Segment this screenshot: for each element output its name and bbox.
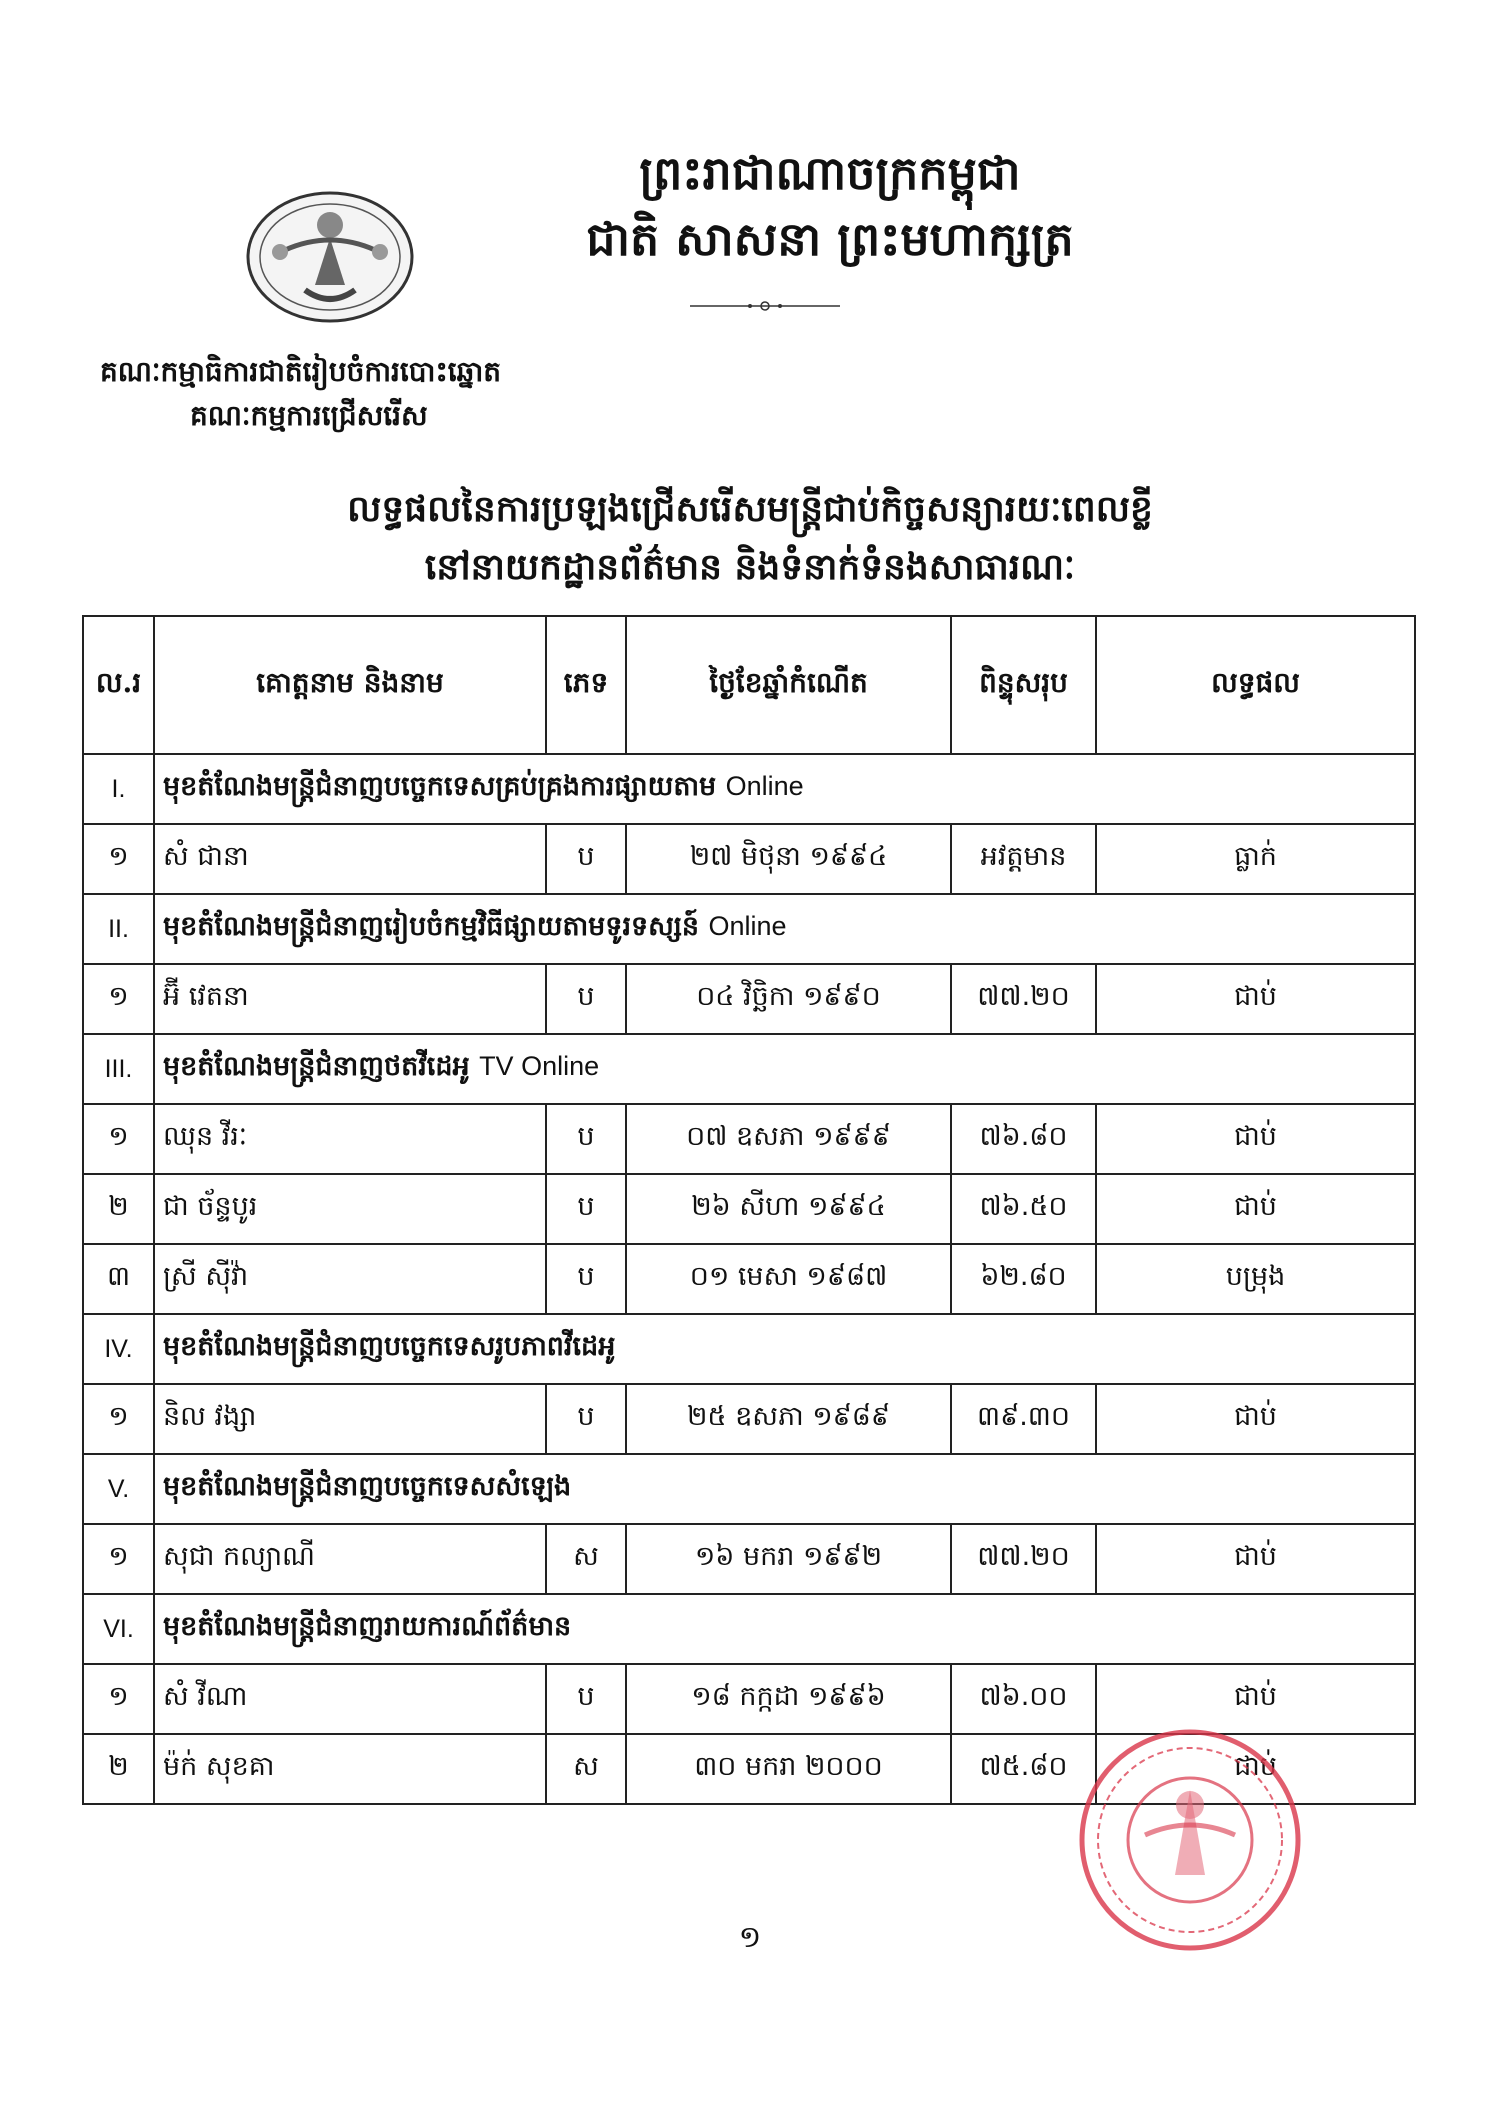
cell-result: ជាប់ <box>1096 1104 1415 1174</box>
cell-score: ៧៧.២០ <box>951 964 1096 1034</box>
cell-sex: ប <box>546 1384 626 1454</box>
cell-dob: ២៦ សីហា ១៩៩៤ <box>626 1174 951 1244</box>
table-row <box>83 964 1415 1034</box>
cell-no: ៣ <box>83 1244 154 1314</box>
section-title <box>154 1034 1415 1104</box>
cell-sex: ស <box>546 1524 626 1594</box>
cell-no: ១ <box>83 1104 154 1174</box>
cell-dob: ១៦ មករា ១៩៩២ <box>626 1524 951 1594</box>
cell-name: សំ ជានា <box>154 824 546 894</box>
cell-sex: ប <box>546 1244 626 1314</box>
section-row <box>83 1454 1415 1524</box>
page-number: ១ <box>738 1920 762 1955</box>
cell-no: ១ <box>83 1524 154 1594</box>
cell-dob: ០១ មេសា ១៩៨៧ <box>626 1244 951 1314</box>
cell-score: ៧៦.០០ <box>951 1664 1096 1734</box>
header-result: លទ្ធផល <box>1096 616 1415 754</box>
cell-dob: ២៧ មិថុនា ១៩៩៤ <box>626 824 951 894</box>
cell-dob: ៣០ មករា ២០០០ <box>626 1734 951 1804</box>
cell-score: ៣៩.៣០ <box>951 1384 1096 1454</box>
results-table <box>82 615 1416 1805</box>
cell-dob: ២៥ ឧសភា ១៩៨៩ <box>626 1384 951 1454</box>
cell-result: ជាប់ <box>1096 964 1415 1034</box>
header-score: ពិន្ទុសរុប <box>951 616 1096 754</box>
section-row <box>83 1314 1415 1384</box>
table-header-row <box>83 616 1415 754</box>
kingdom-line1: ព្រះរាជាណាចក្រកម្ពុជា <box>639 146 1021 200</box>
section-title-latin: Online <box>725 770 804 801</box>
cell-result: ជាប់ <box>1096 1174 1415 1244</box>
table-row <box>83 824 1415 894</box>
table-row <box>83 1384 1415 1454</box>
cell-score: ៧៦.៥០ <box>951 1174 1096 1244</box>
section-number: III. <box>83 1034 154 1104</box>
cell-name: អ៊ី វេតនា <box>154 964 546 1034</box>
cell-score: ៧៥.៨០ <box>951 1734 1096 1804</box>
cell-score: ៦២.៨០ <box>951 1244 1096 1314</box>
table-row <box>83 1244 1415 1314</box>
cell-result: ធ្លាក់ <box>1096 824 1415 894</box>
kingdom-header <box>380 140 1280 272</box>
table-row <box>83 1174 1415 1244</box>
cell-score: អវត្តមាន <box>951 824 1096 894</box>
section-title <box>154 1454 1415 1524</box>
section-title-text: មុខតំណែងមន្ត្រីជំនាញរៀបចំកម្មវិធីផ្សាយតាមទូរទស្សន៍ <box>163 910 700 942</box>
committee-line2: គណៈកម្មការជ្រើសរើស <box>190 399 428 432</box>
cell-name: ម៉ក់ សុខគា <box>154 1734 546 1804</box>
cell-dob: ១៨ កក្កដា ១៩៩៦ <box>626 1664 951 1734</box>
cell-sex: ប <box>546 1104 626 1174</box>
section-title <box>154 1594 1415 1664</box>
section-title-latin: Online <box>708 910 787 941</box>
cell-sex: ស <box>546 1734 626 1804</box>
cell-no: ១ <box>83 1384 154 1454</box>
cell-name: សុជា កល្យាណី <box>154 1524 546 1594</box>
cell-result: ជាប់ <box>1096 1524 1415 1594</box>
cell-name: ស្រី ស៊ីវ៉ា <box>154 1244 546 1314</box>
cell-sex: ប <box>546 824 626 894</box>
kingdom-line2: ជាតិ សាសនា ព្រះមហាក្សត្រ <box>586 212 1074 266</box>
table-row <box>83 1664 1415 1734</box>
cell-dob: ០៧ ឧសភា ១៩៩៩ <box>626 1104 951 1174</box>
cell-no: ១ <box>83 1664 154 1734</box>
cell-sex: ប <box>546 1174 626 1244</box>
cell-sex: ប <box>546 964 626 1034</box>
document-title <box>250 480 1250 596</box>
cell-name: ឈុន វីរៈ <box>154 1104 546 1174</box>
cell-score: ៧៧.២០ <box>951 1524 1096 1594</box>
cell-no: ១ <box>83 824 154 894</box>
header-sex: ភេទ <box>546 616 626 754</box>
cell-no: ១ <box>83 964 154 1034</box>
section-title-text: មុខតំណែងមន្ត្រីជំនាញថតវីដេអូ <box>163 1050 470 1082</box>
section-row <box>83 1594 1415 1664</box>
section-title-text: មុខតំណែងមន្ត្រីជំនាញរាយការណ៍ព័ត៌មាន <box>163 1610 572 1642</box>
section-title-text: មុខតំណែងមន្ត្រីជំនាញបច្ចេកទេសគ្រប់គ្រងការផ្សាយតាម <box>163 770 717 802</box>
title-line1: លទ្ធផលនៃការប្រឡងជ្រើសរើសមន្ត្រីជាប់កិច្ចសន្យារយៈពេលខ្លី <box>347 488 1153 530</box>
header-no: ល.រ <box>83 616 154 754</box>
cell-no: ២ <box>83 1734 154 1804</box>
section-row <box>83 894 1415 964</box>
section-number: IV. <box>83 1314 154 1384</box>
header-name: គោត្តនាម និងនាម <box>154 616 546 754</box>
committee-block <box>100 350 501 438</box>
cell-sex: ប <box>546 1664 626 1734</box>
cell-name: សំ វីណា <box>154 1664 546 1734</box>
section-number: V. <box>83 1454 154 1524</box>
cell-score: ៧៦.៨០ <box>951 1104 1096 1174</box>
table-row <box>83 1104 1415 1174</box>
table-body <box>83 754 1415 1804</box>
cell-result: បម្រុង <box>1096 1244 1415 1314</box>
section-title <box>154 754 1415 824</box>
cell-name: ជា ច័ន្ទបូរ <box>154 1174 546 1244</box>
section-title-text: មុខតំណែងមន្ត្រីជំនាញបច្ចេកទេសសំឡេង <box>163 1470 572 1502</box>
section-number: I. <box>83 754 154 824</box>
section-number: VI. <box>83 1594 154 1664</box>
cell-name: និល វង្សា <box>154 1384 546 1454</box>
section-title <box>154 1314 1415 1384</box>
committee-line1: គណៈកម្មាធិការជាតិរៀបចំការបោះឆ្នោត <box>100 355 502 388</box>
table-row <box>83 1524 1415 1594</box>
cell-no: ២ <box>83 1174 154 1244</box>
ornament-divider-icon <box>690 300 840 312</box>
section-row <box>83 754 1415 824</box>
title-line2: នៅនាយកដ្ឋានព័ត៌មាន និងទំនាក់ទំនងសាធារណៈ <box>424 546 1076 588</box>
section-title <box>154 894 1415 964</box>
section-row <box>83 1034 1415 1104</box>
header-dob: ថ្ងៃខែឆ្នាំកំណើត <box>626 616 951 754</box>
section-title-text: មុខតំណែងមន្ត្រីជំនាញបច្ចេកទេសរូបភាពវីដេអូ <box>163 1330 616 1362</box>
cell-result: ជាប់ <box>1096 1734 1415 1804</box>
section-number: II. <box>83 894 154 964</box>
official-seal-icon <box>1075 1725 1305 1955</box>
cell-result: ជាប់ <box>1096 1384 1415 1454</box>
cell-result: ជាប់ <box>1096 1664 1415 1734</box>
section-title-latin: TV Online <box>479 1050 600 1081</box>
cell-dob: ០៤ វិច្ឆិកា ១៩៩០ <box>626 964 951 1034</box>
